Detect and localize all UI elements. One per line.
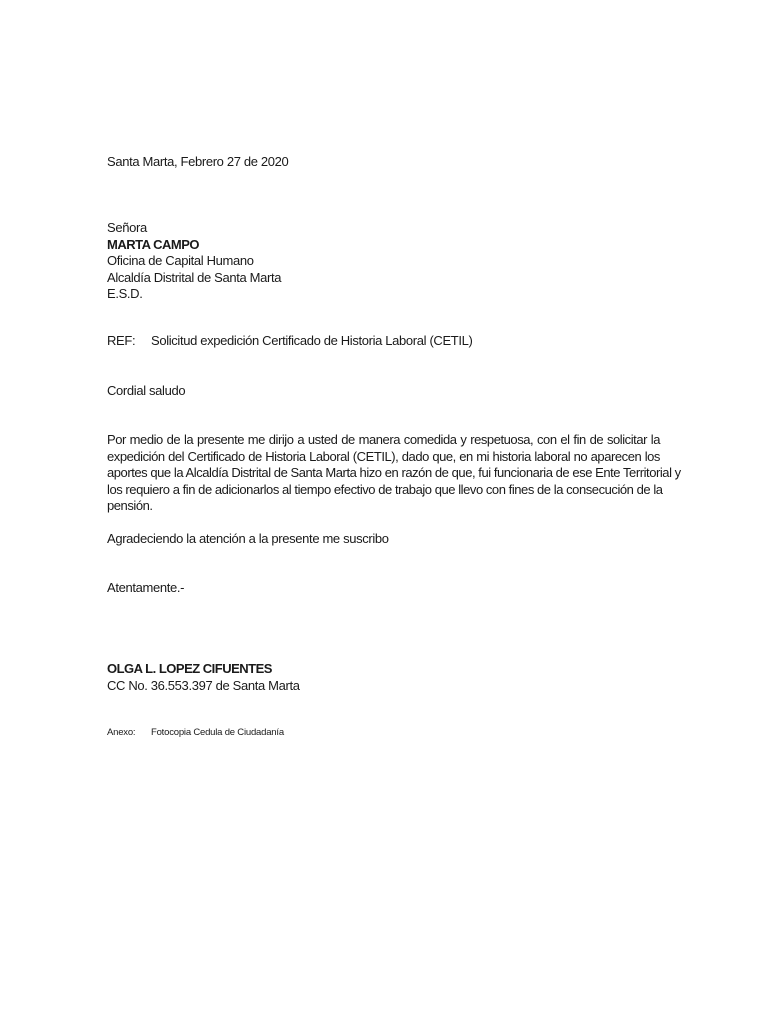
recipient-organization: Alcaldía Distrital de Santa Marta: [107, 270, 282, 285]
recipient-office: Oficina de Capital Humano: [107, 253, 254, 268]
reference-text: Solicitud expedición Certificado de Historia Laboral (CETIL): [151, 333, 473, 348]
attachment-text: Fotocopia Cedula de Ciudadanía: [151, 727, 284, 738]
closing: Atentamente.-: [107, 580, 185, 595]
recipient-esd: E.S.D.: [107, 286, 143, 301]
body-line: los requiero a fin de adicionarlos al tiempo efectivo de trabajo que llevo con fines de la consecución de la: [107, 481, 663, 497]
body-line: pensión.: [107, 498, 153, 513]
body-line: aportes que la Alcaldía Distrital de Santa Marta hizo en razón de que, fui funcionaria de ese Ente Territorial y: [107, 465, 681, 480]
attachment-label: Anexo:: [107, 727, 136, 738]
signer-name: OLGA L. LOPEZ CIFUENTES: [107, 661, 272, 676]
thanks-line: Agradeciendo la atención a la presente me suscribo: [107, 531, 389, 546]
recipient-name: MARTA CAMPO: [107, 237, 199, 252]
recipient-title: Señora: [107, 220, 147, 235]
date-line: Santa Marta, Febrero 27 de 2020: [107, 154, 289, 169]
body-line: Por medio de la presente me dirijo a usted de manera comedida y respetuosa, con el fin de solicitar la: [107, 432, 660, 447]
body-line: expedición del Certificado de Historia Laboral (CETIL), dado que, en mi historia laboral no aparecen los: [107, 448, 660, 464]
greeting: Cordial saludo: [107, 383, 186, 398]
signer-id: CC No. 36.553.397 de Santa Marta: [107, 678, 300, 693]
body-paragraph: [107, 432, 681, 515]
reference-label: REF:: [107, 333, 136, 348]
